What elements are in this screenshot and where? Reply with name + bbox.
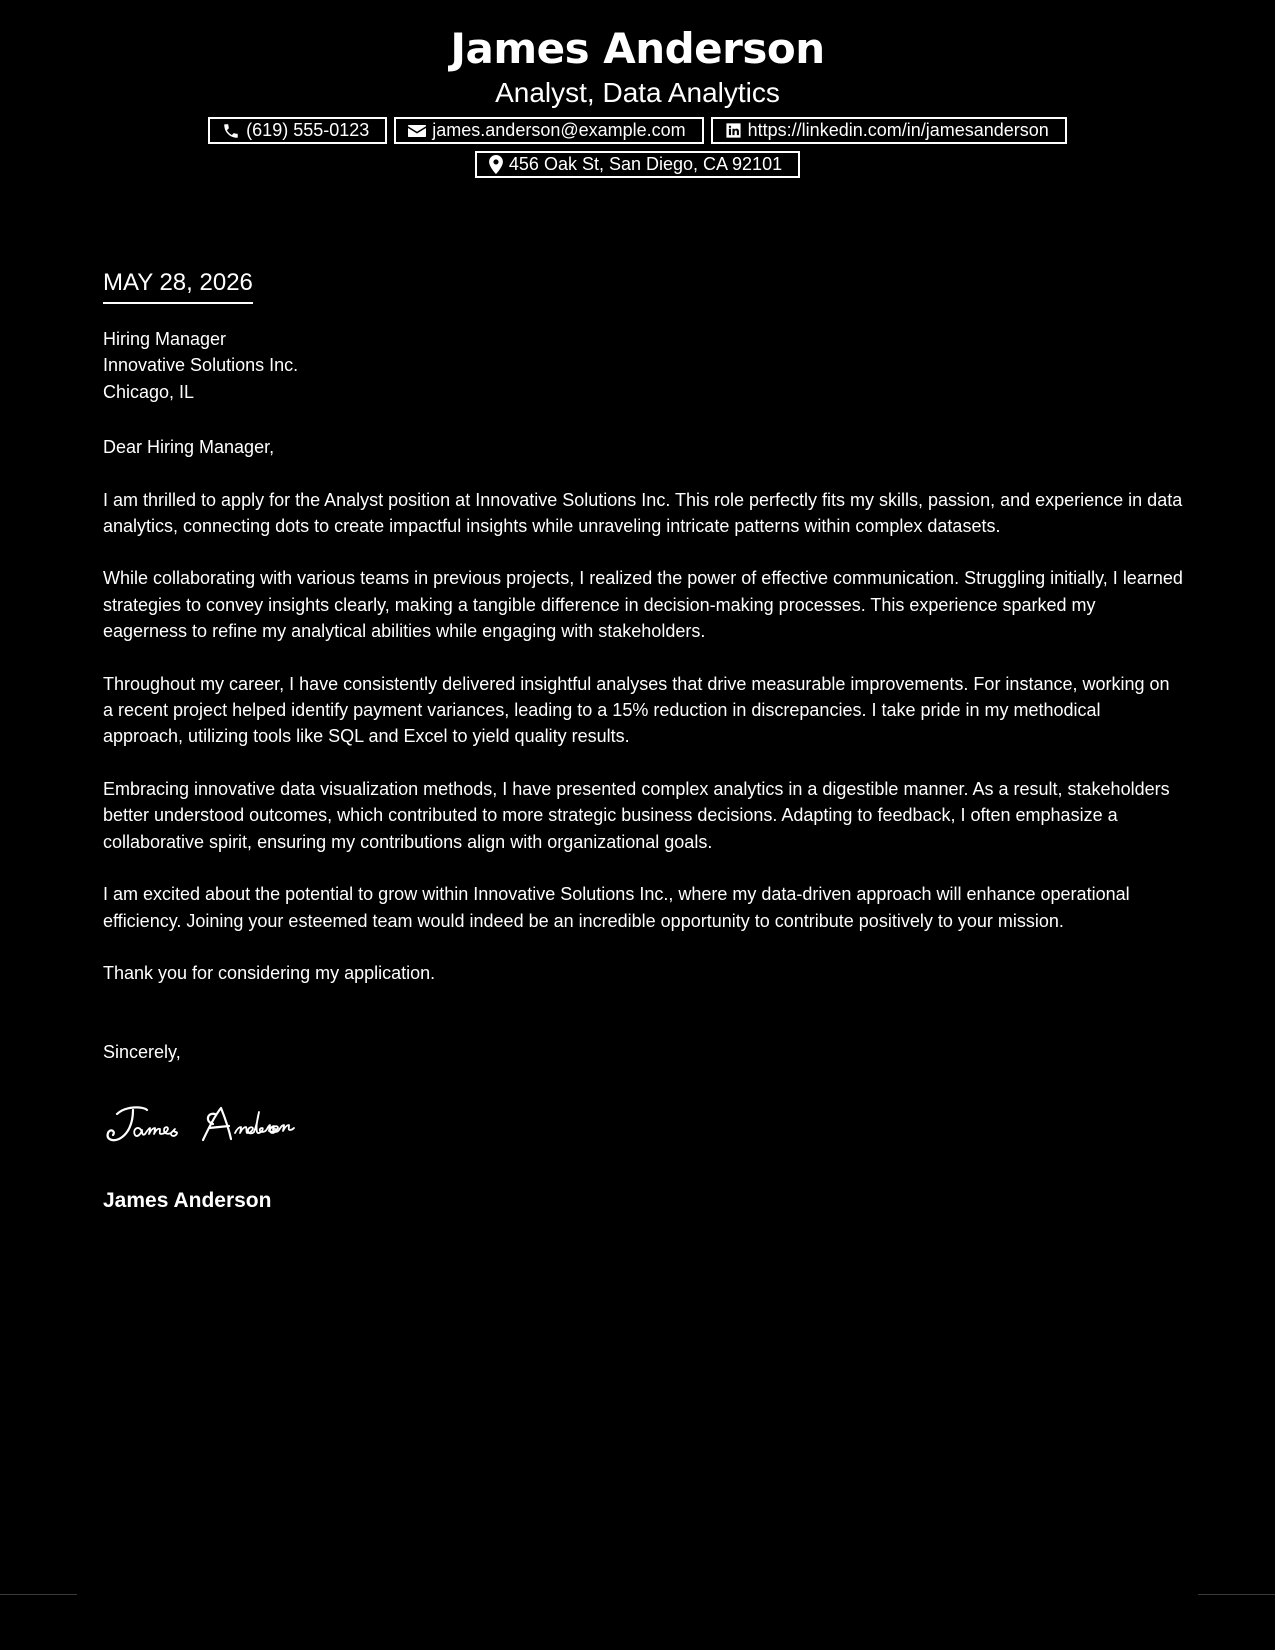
handwritten-signature: [103, 1102, 365, 1146]
signed-name: James Anderson: [103, 1189, 272, 1213]
body-paragraph: Throughout my career, I have consistently delivered insightful analyses that drive measurable improvements. For instance, working on a recent project helped identify payment variances, leading to a 15% reduction in discrepancies. I take pride in my methodical approach, utilizing tools like SQL and Excel to yield quality results.: [103, 673, 1170, 747]
linkedin-text: https://linkedin.com/in/jamesanderson: [747, 120, 1049, 140]
email-contact[interactable]: [394, 117, 703, 144]
letter-date: MAY 28, 2026: [103, 268, 253, 304]
contact-row: [0, 117, 1275, 144]
map-marker-icon: [489, 155, 503, 174]
salutation: Dear Hiring Manager,: [103, 437, 275, 458]
linkedin-contact[interactable]: [711, 117, 1067, 144]
email-text: james.anderson@example.com: [432, 120, 686, 140]
phone-text: (619) 555-0123: [246, 120, 370, 140]
body-paragraph: While collaborating with various teams in previous projects, I realized the power of effective communication. Struggling initially, I learned strategies to convey insights clearly, making a tangible difference in decision-making processes. This experience sparked my eagerness to refine my analytical abilities while engaging with stakeholders.: [103, 568, 1183, 642]
phone-contact[interactable]: [208, 117, 387, 144]
contact-row: [0, 151, 1275, 178]
address-text: 456 Oak St, San Diego, CA 92101: [508, 154, 783, 174]
recipient-line: Innovative Solutions Inc.: [103, 355, 299, 376]
recipient-line: Chicago, IL: [103, 381, 195, 402]
applicant-title: Analyst, Data Analytics: [495, 77, 780, 108]
body-paragraph: I am thrilled to apply for the Analyst position at Innovative Solutions Inc. This role perfectly fits my skills, passion, and experience in data analytics, connecting dots to create impactful insights while unraveling intricate patterns within complex datasets.: [103, 489, 1183, 537]
body-paragraph: Thank you for considering my application.: [103, 962, 436, 983]
recipient-block: [103, 326, 1183, 405]
footer-rule-left: [0, 1594, 77, 1595]
applicant-name: James Anderson: [450, 24, 825, 73]
footer-rule-right: [1198, 1594, 1275, 1595]
recipient-line: Hiring Manager: [103, 329, 227, 349]
linkedin-icon: [725, 122, 742, 139]
body-paragraph: I am excited about the potential to grow within Innovative Solutions Inc., where my data-driven approach will enhance operational efficiency. Joining your esteemed team would indeed be an incredible opportunity to contribute positively to your mission.: [103, 884, 1130, 931]
closing: Sincerely,: [103, 1042, 181, 1063]
address-contact[interactable]: [475, 151, 800, 178]
letter-header: [0, 22, 1275, 178]
body-paragraph: Embracing innovative data visualization methods, I have presented complex analytics in a digestible manner. As a result, stakeholders better understood outcomes, which contributed to more strategic business decisions. Adapting to feedback, I often emphasize a collaborative spirit, ensuring my contributions align with organizational goals.: [103, 778, 1170, 852]
letter-body: [103, 326, 1183, 1215]
phone-icon: [222, 122, 240, 140]
envelope-icon: [408, 123, 426, 139]
